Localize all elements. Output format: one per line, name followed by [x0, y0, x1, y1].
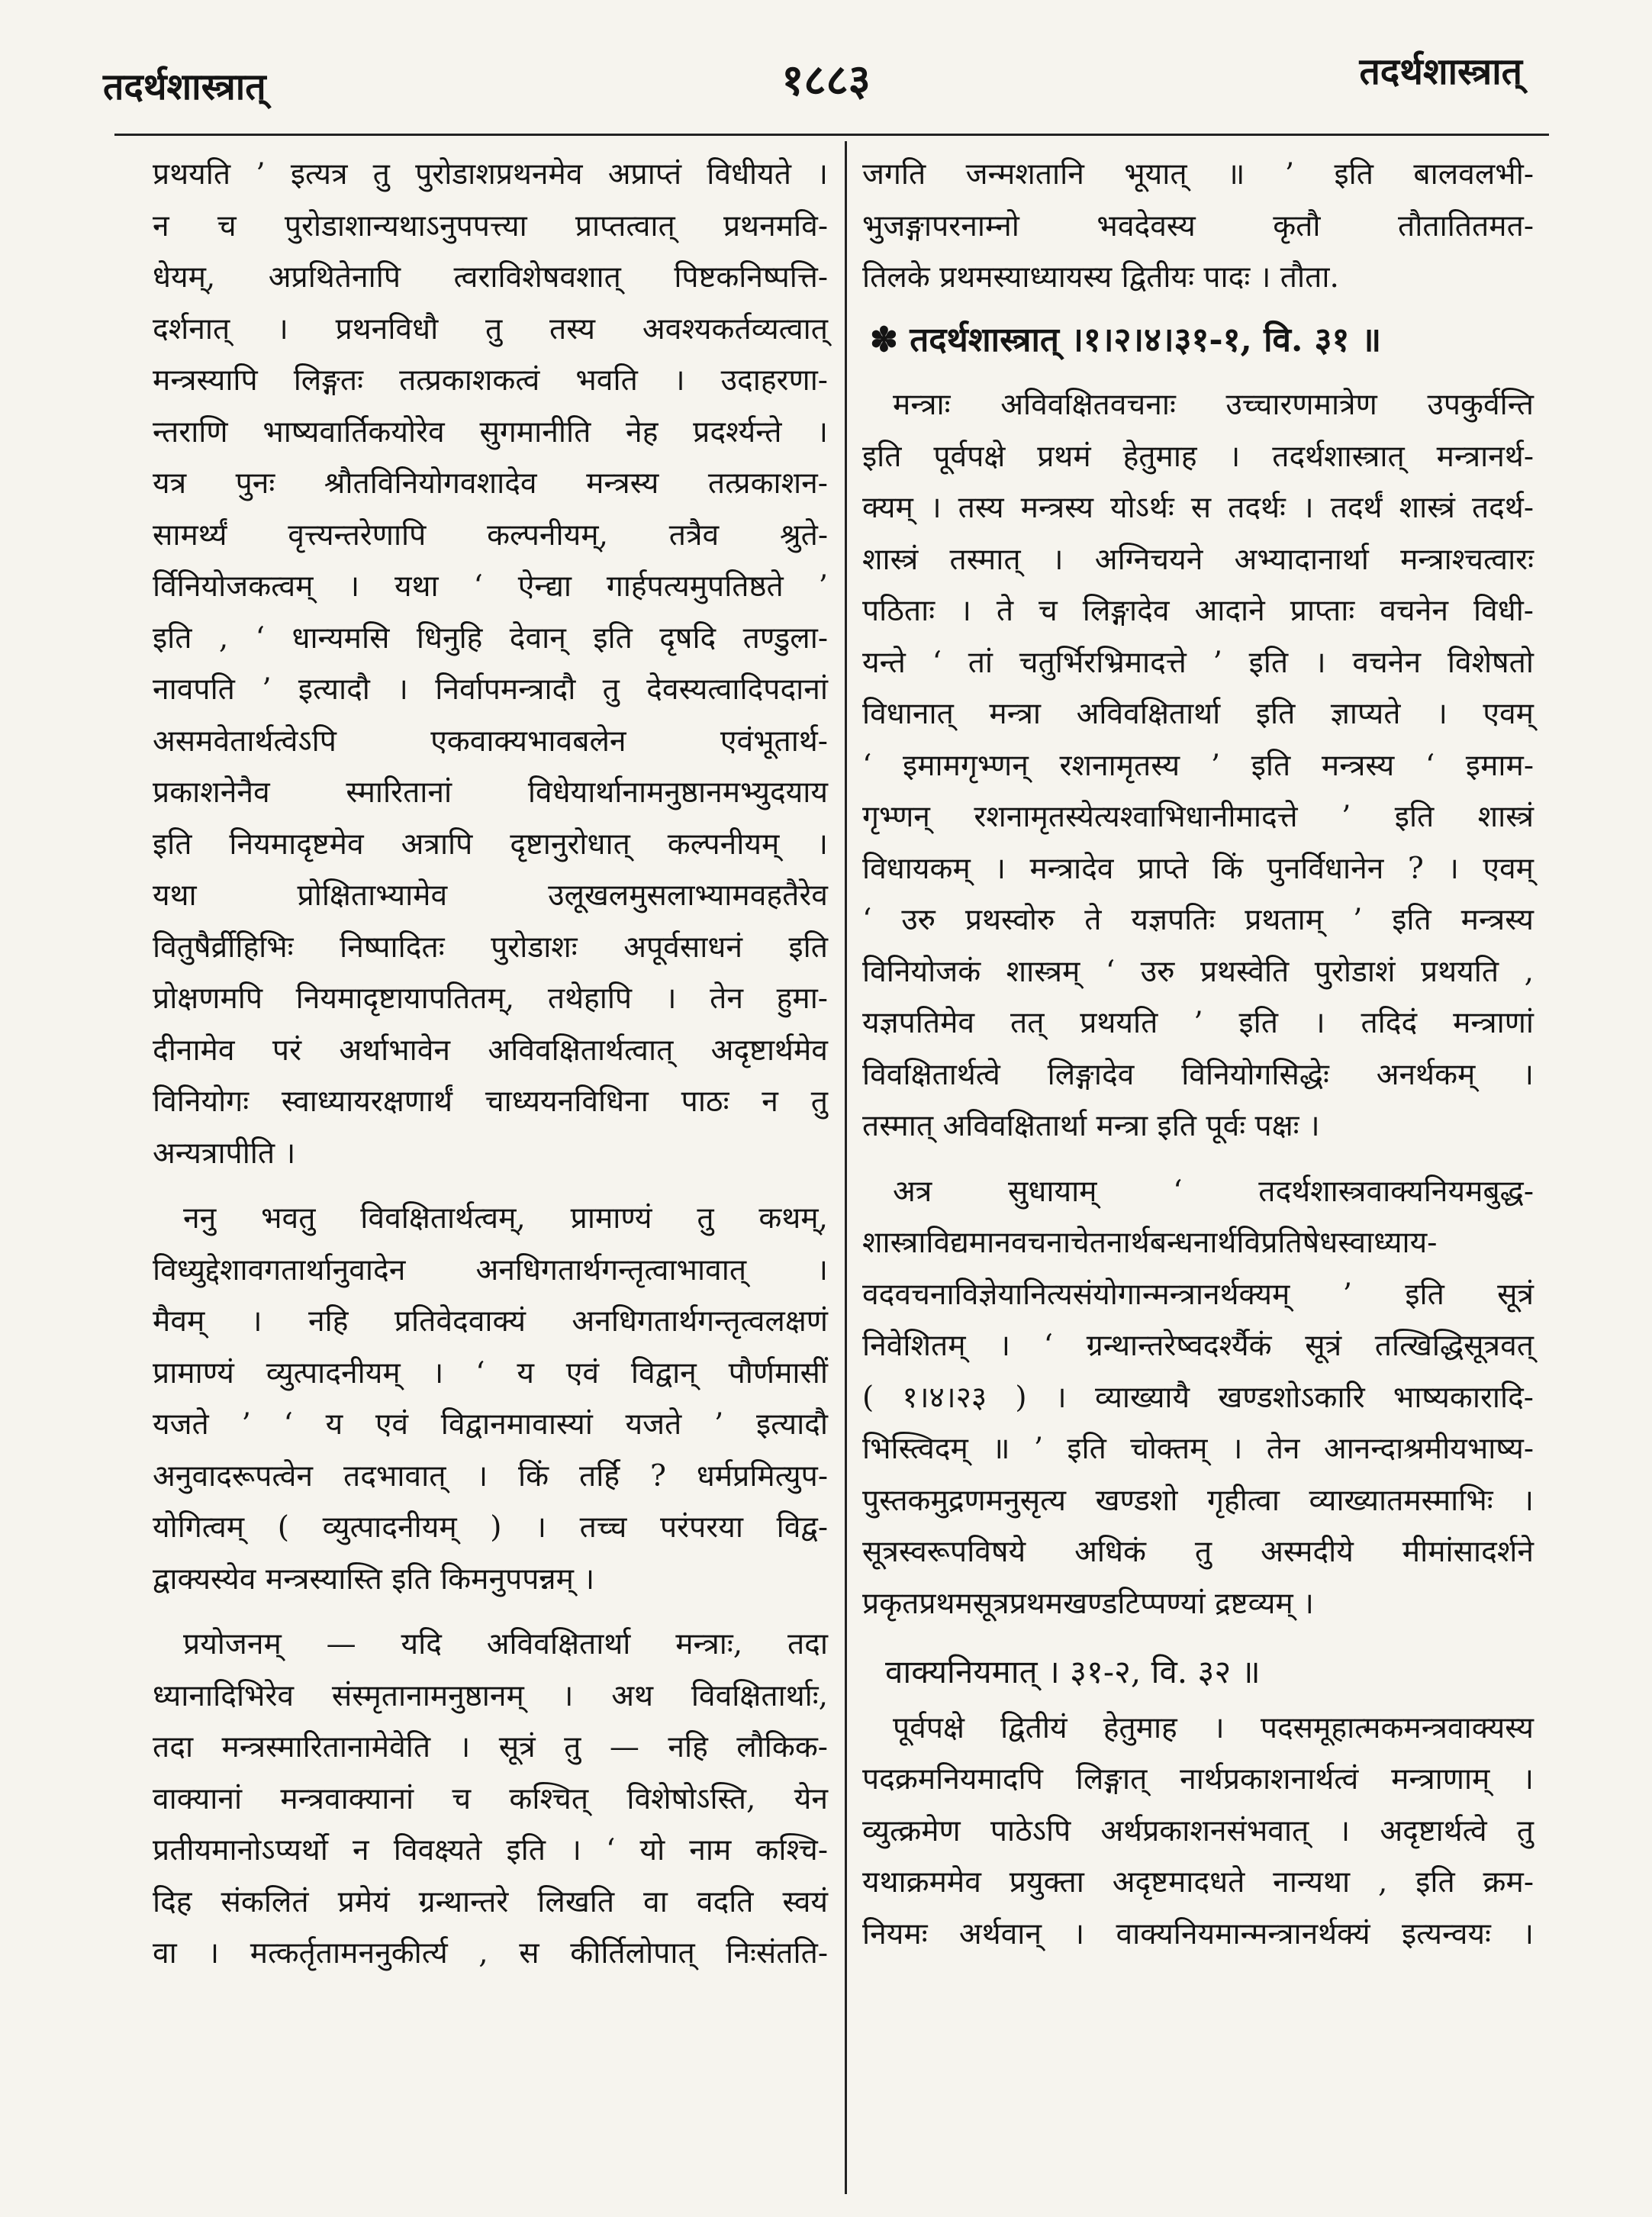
text-line [153, 870, 828, 922]
line-text: तदा मन्त्रस्मारितानामेवेति । सूत्रं तु — नहि लौकिक- [153, 1730, 828, 1764]
line-text: यत्र पुनः श्रौतविनियोगवशादेव मन्त्रस्य तत्प्रकाशन- [153, 466, 828, 501]
line-text: गृभ्णन् रशनामृतस्येत्यश्वाभिधानीमादत्ते ’ इति शास्त्रं [862, 800, 1534, 834]
text-line [153, 355, 828, 407]
line-text: ‘ उरु प्रथस्वोरु ते यज्ञपतिः प्रथताम् ’ इति मन्त्रस्य [862, 903, 1534, 937]
line-text: जगति जन्मशतानि भूयात् ॥ ’ इति बालवलभी- [862, 157, 1534, 192]
line-text: अन्यत्रापीति । [153, 1136, 296, 1171]
line-text: नावपति ’ इत्यादौ । निर्वापमन्त्रादौ तु देवस्यत्वादिपदानां [153, 672, 828, 707]
text-line [153, 664, 828, 716]
header-left-title: तदर्थशास्त्रात् [103, 66, 266, 108]
text-line [153, 1671, 828, 1722]
text-line [862, 534, 1534, 586]
text-line [862, 1754, 1534, 1806]
text-line [153, 973, 828, 1025]
line-text: पठिताः । ते च लिङ्गादेव आदाने प्राप्ताः वचनेन विधी- [862, 594, 1534, 628]
line-text: भिस्त्विदम् ॥ ’ इति चोक्तम् । तेन आनन्दाश्रमीयभाष्य- [862, 1432, 1534, 1466]
text-line [153, 613, 828, 665]
line-text: प्रकृतप्रथमसूत्रप्रथमखण्डटिप्पण्यां द्रष्टव्यम् । [862, 1586, 1314, 1621]
text-line [862, 1703, 1534, 1755]
line-text: विनियोगः स्वाध्यायरक्षणार्थं चाध्ययनविधिना पाठः न तु [153, 1084, 828, 1119]
line-text: न च पुरोडाशान्यथाऽनुपपत्त्या प्राप्तत्वात् प्रथनमवि- [153, 208, 828, 243]
line-text: द्वाक्यस्येव मन्त्रस्यास्ति इति किमनुपपन्नम् । [153, 1561, 595, 1597]
line-text: यथा प्रोक्षिताभ्यामेव उलूखलमुसलाभ्यामवहतैरेव [153, 878, 828, 913]
text-line [862, 1857, 1534, 1909]
text-line [153, 1554, 828, 1606]
text-line [862, 482, 1534, 534]
line-text: अनुवादरूपत्वेन तदभावात् । किं तर्हि ? धर्मप्रमित्युप- [153, 1458, 828, 1494]
text-line [862, 1526, 1534, 1578]
text-line [153, 1825, 828, 1877]
text-line [153, 767, 828, 819]
line-text: र्विनियोजकत्वम् । यथा ‘ ऐन्द्या गार्हपत्यमुपतिष्ठते ’ [153, 569, 828, 604]
text-line [862, 252, 1534, 304]
line-text: वाक्यनियमात् । ३१-२, वि. ३२ ॥ [885, 1653, 1261, 1690]
text-line [153, 304, 828, 356]
text-line [862, 997, 1534, 1049]
right-column [862, 149, 1534, 1960]
line-text: पदक्रमनियमादपि लिङ्गात् नार्थप्रकाशनार्थत्वं मन्त्राणाम् । [862, 1762, 1534, 1796]
line-text: दीनामेव परं अर्थाभावेन अविवक्षितार्थत्वात् अदृष्टार्थमेव [153, 1033, 828, 1068]
text-line [862, 1320, 1534, 1372]
line-text: ध्यानादिभिरेव संस्मृतानामनुष्ठानम् । अथ विवक्षितार्थाः, [153, 1678, 828, 1713]
text-line [153, 561, 828, 613]
text-line [153, 1451, 828, 1503]
section-marker-icon: ✽ [870, 320, 910, 359]
text-line [862, 1806, 1534, 1858]
text-line [862, 1217, 1534, 1269]
line-text: प्रतीयमानोऽप्यर्थो न विवक्ष्यते इति । ‘ यो नाम कश्चि- [153, 1833, 828, 1867]
text-line [862, 431, 1534, 483]
text-line [862, 740, 1534, 792]
line-text: ( १।४।२३ ) । व्याख्यायै खण्डशोऽकारि भाष्यकारादि- [862, 1380, 1534, 1415]
line-text: वाक्यानां मन्त्रवाक्यानां च कश्चित् विशेषोऽस्ति, येन [153, 1781, 828, 1816]
line-text: नियमः अर्थवान् । वाक्यनियमान्मन्त्रानर्थक्यं इत्यन्वयः । [862, 1916, 1534, 1951]
text-line [862, 201, 1534, 253]
line-text: शास्त्राविद्यमानवचनाचेतनार्थबन्धनार्थविप्रतिषेधस्वाध्याय- [862, 1226, 1438, 1260]
text-line [153, 716, 828, 768]
line-text: शास्त्रं तस्मात् । अग्निचयने अभ्यादानार्था मन्त्राश्चत्वारः [862, 542, 1534, 577]
line-text: सूत्रस्वरूपविषये अधिकं तु अस्मदीये मीमांसादर्शने [862, 1535, 1534, 1569]
text-line [862, 791, 1534, 843]
line-text: इति पूर्वपक्षे प्रथमं हेतुमाह । तदर्थशास्त्रात् मन्त्रानर्थ- [862, 439, 1534, 474]
line-text: इति , ‘ धान्यमसि धिनुहि देवान् इति दृषदि तण्डुला- [153, 620, 828, 656]
text-line [153, 1399, 828, 1451]
text-line [153, 1928, 828, 1980]
text-line [862, 1049, 1534, 1101]
section-heading [862, 1646, 1534, 1698]
text-line [153, 1619, 828, 1671]
text-line [153, 1025, 828, 1077]
page-number: १८८३ [781, 55, 871, 105]
line-text: योगित्वम् ( व्युत्पादनीयम् ) । तच्च परंपरया विद्व- [153, 1510, 828, 1545]
text-line [862, 379, 1534, 431]
line-text: प्रकाशनेनैव स्मारितानां विधेयार्थानामनुष्ठानमभ्युदयाय [153, 775, 828, 810]
line-text: पुस्तकमुद्रणमनुसृत्य खण्डशो गृहीत्वा व्याख्यातमस्माभिः । [862, 1483, 1534, 1518]
line-text: मन्त्राः अविवक्षितवचनाः उच्चारणमात्रेण उपकुर्वन्ति [893, 388, 1534, 422]
line-text: दर्शनात् । प्रथनविधौ तु तस्य अवश्यकर्तव्यत्वात् [153, 311, 828, 346]
text-line [862, 1578, 1534, 1630]
text-line [153, 1296, 828, 1348]
text-line [862, 688, 1534, 740]
text-line [153, 1502, 828, 1554]
line-text: निवेशितम् । ‘ ग्रन्थान्तरेष्वदर्श्यैकं सूत्रं तत्खिद्धिसूत्रवत् [862, 1329, 1534, 1363]
text-line [153, 1076, 828, 1128]
text-line [862, 149, 1534, 201]
text-line [862, 946, 1534, 998]
text-line [153, 1245, 828, 1297]
text-line [862, 894, 1534, 946]
line-text: ‘ इमामगृभ्णन् रशनामृतस्य ’ इति मन्त्रस्य ‘ इमाम- [862, 748, 1534, 783]
left-column [153, 149, 828, 1980]
line-text: क्यम् । तस्य मन्त्रस्य योऽर्थः स तदर्थः । तदर्थं शास्त्रं तदर्थ- [862, 491, 1534, 525]
text-line [153, 458, 828, 510]
text-line [153, 819, 828, 871]
text-line [153, 252, 828, 304]
line-text: यथाक्रममेव प्रयुक्ता अदृष्टमादधते नान्यथा , इति क्रम- [862, 1865, 1534, 1900]
line-text: दिह संकलितं प्रमेयं ग्रन्थान्तरे लिखति वा वदति स्वयं [153, 1884, 828, 1919]
line-text: धेयम्, अप्रथितेनापि त्वराविशेषवशात् पिष्टकनिष्पत्ति- [153, 260, 828, 295]
text-line [862, 1166, 1534, 1218]
line-text: वितुषैर्व्रीहिभिः निष्पादितः पुरोडाशः अपूर्वसाधनं इति [153, 930, 828, 965]
line-text: विधायकम् । मन्त्रादेव प्राप्ते किं पुनर्विधानेन ? । एवम् [862, 851, 1534, 886]
header-rule [114, 134, 1549, 136]
text-line [153, 407, 828, 459]
line-text: तिलके प्रथमस्याध्यायस्य द्वितीयः पादः । तौता. [862, 260, 1339, 295]
text-line [862, 1909, 1534, 1961]
line-text: तदर्थशास्त्रात् ।१।२।४।३१-१, वि. ३१ ॥ [910, 320, 1382, 359]
line-text: मैवम् । नहि प्रतिवेदवाक्यं अनधिगतार्थगन्तृत्वलक्षणं [153, 1304, 828, 1339]
line-text: विनियोजकं शास्त्रम् ‘ उरु प्रथस्वेति पुरोडाशं प्रथयति , [862, 954, 1534, 989]
line-text: ननु भवतु विवक्षितार्थत्वम्, प्रामाण्यं तु कथम्, [183, 1201, 828, 1236]
line-text: इति नियमादृष्टमेव अत्रापि दृष्टानुरोधात् कल्पनीयम् । [153, 827, 828, 862]
text-line [153, 1193, 828, 1245]
text-line [862, 637, 1534, 689]
line-text: विधानात् मन्त्रा अविवक्षितार्था इति ज्ञाप्यते । एवम् [862, 697, 1534, 731]
text-line [862, 1372, 1534, 1424]
line-text: विध्युद्देशावगतार्थानुवादेन अनधिगतार्थगन्तृत्वाभावात् । [153, 1252, 828, 1287]
text-line [862, 1100, 1534, 1152]
text-line [862, 585, 1534, 637]
header-right-title: तदर्थशास्त्रात् [1359, 50, 1522, 93]
column-divider [845, 141, 847, 2194]
line-text: मन्त्रस्यापि लिङ्गतः तत्प्रकाशकत्वं भवति । उदाहरणा- [153, 363, 828, 398]
section-heading [862, 314, 1534, 366]
text-line [153, 201, 828, 253]
line-text: यन्ते ‘ तां चतुर्भिरभ्रिमादत्ते ’ इति । वचनेन विशेषतो [862, 645, 1534, 680]
line-text: यज्ञपतिमेव तत् प्रथयति ’ इति । तदिदं मन्त्राणां [862, 1006, 1534, 1040]
line-text: वदवचनाविज्ञेयानित्यसंयोगान्मन्त्रानर्थक्यम् ’ इति सूत्रं [862, 1277, 1534, 1312]
line-text: प्रथयति ’ इत्यत्र तु पुरोडाशप्रथनमेव अप्राप्तं विधीयते । [153, 157, 828, 192]
text-line [153, 1774, 828, 1825]
text-line [153, 1722, 828, 1774]
line-text: प्रयोजनम् — यदि अविवक्षितार्था मन्त्राः, तदा [183, 1627, 828, 1661]
line-text: भुजङ्गापरनाम्नो भवदेवस्य कृतौ तौतातितमत- [862, 208, 1534, 243]
text-line [153, 922, 828, 974]
line-text: असमवेतार्थत्वेऽपि एकवाक्यभावबलेन एवंभूतार्थ- [153, 723, 828, 759]
text-line [153, 149, 828, 201]
line-text: पूर्वपक्षे द्वितीयं हेतुमाह । पदसमूहात्मकमन्त्रवाक्यस्य [893, 1710, 1534, 1745]
text-line [862, 1475, 1534, 1527]
text-line [153, 1877, 828, 1929]
page-header [0, 46, 1652, 130]
text-line [153, 1128, 828, 1180]
text-line [153, 1348, 828, 1400]
text-line [862, 1269, 1534, 1321]
line-text: व्युत्क्रमेण पाठेऽपि अर्थप्रकाशनसंभवात् । अदृष्टार्थत्वे तु [862, 1813, 1534, 1848]
line-text: विवक्षितार्थत्वे लिङ्गादेव विनियोगसिद्धेः अनर्थकम् । [862, 1057, 1534, 1092]
text-line [153, 510, 828, 562]
line-text: वा । मत्कर्तृतामननुकीर्त्य , स कीर्तिलोपात् निःसंतति- [153, 1936, 828, 1970]
text-line [862, 1423, 1534, 1475]
line-text: प्रोक्षणमपि नियमादृष्टायापतितम्, तथेहापि । तेन हुमा- [153, 981, 828, 1016]
line-text: यजते ’ ‘ य एवं विद्वानमावास्यां यजते ’ इत्यादौ [153, 1407, 828, 1442]
line-text: अत्र सुधायाम् ‘ तदर्थशास्त्रवाक्यनियमबुद्ध- [893, 1174, 1534, 1209]
line-text: तस्मात् अविवक्षितार्था मन्त्रा इति पूर्वः पक्षः । [862, 1109, 1320, 1143]
text-line [862, 843, 1534, 895]
line-text: न्तराणि भाष्यवार्तिकयोरेव सुगमानीति नेह प्रदर्श्यन्ते । [153, 414, 828, 450]
line-text: सामर्थ्यं वृत्त्यन्तरेणापि कल्पनीयम्, तत्रैव श्रुते- [153, 517, 828, 553]
line-text: प्रामाण्यं व्युत्पादनीयम् । ‘ य एवं विद्वान् पौर्णमासीं [153, 1355, 828, 1390]
